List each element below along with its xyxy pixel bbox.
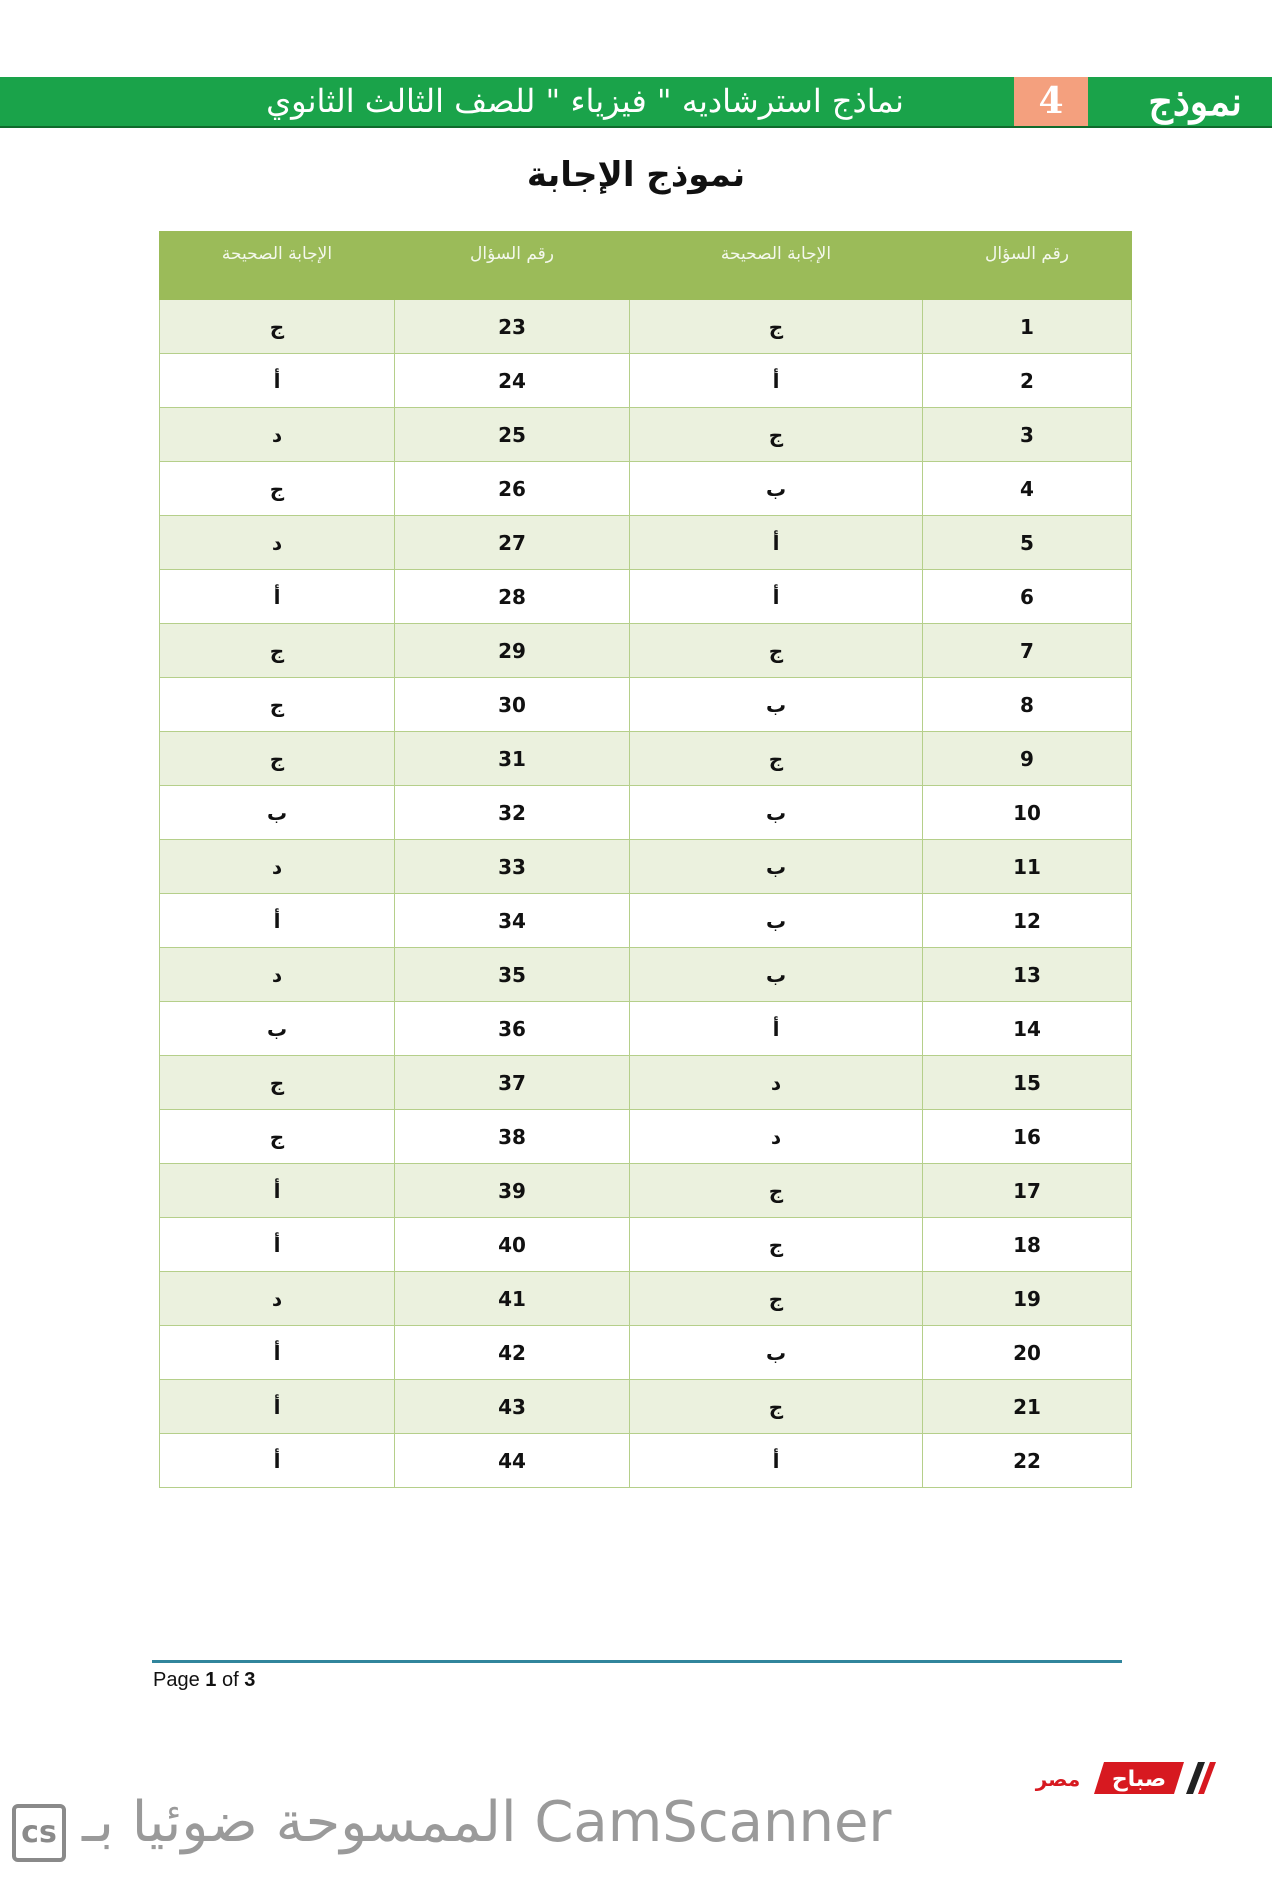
table-row (160, 1434, 1132, 1488)
total-pages: 3 (244, 1669, 256, 1691)
column-header: رقم السؤال (395, 232, 630, 300)
header-band (0, 77, 1272, 128)
table-row (160, 1326, 1132, 1380)
question-number-cell: 17 (923, 1164, 1132, 1218)
table-row (160, 516, 1132, 570)
page-title: نموذج الإجابة (526, 155, 746, 195)
question-number-cell: 8 (923, 678, 1132, 732)
question-number-cell: 26 (395, 462, 630, 516)
answer-cell: ج (630, 624, 923, 678)
answer-cell: ب (630, 894, 923, 948)
question-number-cell: 41 (395, 1272, 630, 1326)
table-row (160, 1110, 1132, 1164)
question-number-cell: 6 (923, 570, 1132, 624)
table-row (160, 894, 1132, 948)
table-row (160, 624, 1132, 678)
answer-cell: أ (160, 1380, 395, 1434)
question-number-cell: 31 (395, 732, 630, 786)
table-row (160, 948, 1132, 1002)
table-row (160, 1002, 1132, 1056)
question-number-cell: 39 (395, 1164, 630, 1218)
question-number-cell: 18 (923, 1218, 1132, 1272)
answer-cell: د (160, 516, 395, 570)
answer-cell: ج (630, 1380, 923, 1434)
question-number-cell: 36 (395, 1002, 630, 1056)
header-title: نماذج استرشاديه " فيزياء " للصف الثالث الثانوي (266, 82, 904, 120)
answer-cell: د (160, 948, 395, 1002)
answer-cell: أ (160, 1434, 395, 1488)
answer-cell: أ (630, 516, 923, 570)
answer-cell: د (160, 408, 395, 462)
answer-cell: أ (160, 1326, 395, 1380)
answer-cell: ج (160, 732, 395, 786)
question-number-cell: 25 (395, 408, 630, 462)
table-row (160, 300, 1132, 354)
question-number-cell: 42 (395, 1326, 630, 1380)
question-number-cell: 9 (923, 732, 1132, 786)
model-number: 4 (1014, 77, 1088, 126)
answer-cell: د (160, 840, 395, 894)
question-number-cell: 37 (395, 1056, 630, 1110)
question-number-cell: 2 (923, 354, 1132, 408)
column-header: رقم السؤال (923, 232, 1132, 300)
answer-key-table (159, 231, 1132, 1488)
answer-cell: ب (630, 840, 923, 894)
logo-word-1: صباح (1111, 1767, 1167, 1792)
question-number-cell: 15 (923, 1056, 1132, 1110)
table-row (160, 462, 1132, 516)
question-number-cell: 11 (923, 840, 1132, 894)
question-number-cell: 12 (923, 894, 1132, 948)
question-number-cell: 38 (395, 1110, 630, 1164)
answer-cell: ج (160, 624, 395, 678)
camscanner-watermark: الممسوحة ضوئيا بـ CamScanner (82, 1790, 892, 1855)
table-row (160, 786, 1132, 840)
question-number-cell: 14 (923, 1002, 1132, 1056)
answer-cell: ب (630, 786, 923, 840)
question-number-cell: 22 (923, 1434, 1132, 1488)
sabah-masr-logo (1018, 1758, 1218, 1798)
question-number-cell: 5 (923, 516, 1132, 570)
question-number-cell: 30 (395, 678, 630, 732)
camscanner-badge: cs (12, 1804, 66, 1862)
table-row (160, 1056, 1132, 1110)
current-page: 1 (205, 1669, 217, 1691)
answer-cell: ج (630, 300, 923, 354)
answer-cell: ب (630, 948, 923, 1002)
answer-cell: أ (160, 1164, 395, 1218)
question-number-cell: 16 (923, 1110, 1132, 1164)
answer-cell: ج (630, 408, 923, 462)
question-number-cell: 21 (923, 1380, 1132, 1434)
page-number (153, 1669, 255, 1692)
answer-cell: أ (160, 1218, 395, 1272)
answer-cell: ج (630, 1164, 923, 1218)
answer-cell: ب (160, 786, 395, 840)
answer-cell: أ (160, 894, 395, 948)
answer-cell: ج (630, 732, 923, 786)
table-header-row (160, 232, 1132, 300)
table-row (160, 732, 1132, 786)
question-number-cell: 32 (395, 786, 630, 840)
question-number-cell: 34 (395, 894, 630, 948)
of-word: of (221, 1669, 239, 1691)
answer-cell: أ (630, 354, 923, 408)
question-number-cell: 7 (923, 624, 1132, 678)
question-number-cell: 1 (923, 300, 1132, 354)
question-number-cell: 3 (923, 408, 1132, 462)
question-number-cell: 24 (395, 354, 630, 408)
question-number-cell: 10 (923, 786, 1132, 840)
answer-cell: ب (630, 1326, 923, 1380)
answer-cell: أ (630, 1434, 923, 1488)
question-number-cell: 35 (395, 948, 630, 1002)
question-number-cell: 27 (395, 516, 630, 570)
column-header: الإجابة الصحيحة (630, 232, 923, 300)
answer-cell: أ (160, 354, 395, 408)
footer-divider (152, 1660, 1122, 1663)
table-row (160, 678, 1132, 732)
question-number-cell: 44 (395, 1434, 630, 1488)
answer-cell: ج (160, 1056, 395, 1110)
question-number-cell: 29 (395, 624, 630, 678)
answer-cell: أ (160, 570, 395, 624)
table-row (160, 1218, 1132, 1272)
question-number-cell: 19 (923, 1272, 1132, 1326)
answer-cell: أ (630, 570, 923, 624)
table-row (160, 408, 1132, 462)
answer-cell: ب (160, 1002, 395, 1056)
question-number-cell: 28 (395, 570, 630, 624)
answer-cell: د (160, 1272, 395, 1326)
table-row (160, 1380, 1132, 1434)
table-row (160, 1164, 1132, 1218)
table-row (160, 1272, 1132, 1326)
answer-cell: ب (630, 678, 923, 732)
answer-cell: ج (160, 300, 395, 354)
answer-cell: ج (630, 1272, 923, 1326)
table-row (160, 354, 1132, 408)
logo-word-2: مصر (1035, 1767, 1081, 1791)
answer-cell: أ (630, 1002, 923, 1056)
table-row (160, 570, 1132, 624)
question-number-cell: 23 (395, 300, 630, 354)
model-label: نموذج (1148, 79, 1242, 124)
table-body (160, 300, 1132, 1488)
answer-cell: ج (160, 462, 395, 516)
question-number-cell: 20 (923, 1326, 1132, 1380)
question-number-cell: 4 (923, 462, 1132, 516)
table-row (160, 840, 1132, 894)
answer-cell: ب (630, 462, 923, 516)
question-number-cell: 43 (395, 1380, 630, 1434)
answer-cell: ج (160, 1110, 395, 1164)
answer-cell: ج (630, 1218, 923, 1272)
answer-cell: د (630, 1056, 923, 1110)
answer-cell: ج (160, 678, 395, 732)
question-number-cell: 33 (395, 840, 630, 894)
answer-cell: د (630, 1110, 923, 1164)
page-word: Page (153, 1669, 200, 1691)
column-header: الإجابة الصحيحة (160, 232, 395, 300)
question-number-cell: 40 (395, 1218, 630, 1272)
question-number-cell: 13 (923, 948, 1132, 1002)
